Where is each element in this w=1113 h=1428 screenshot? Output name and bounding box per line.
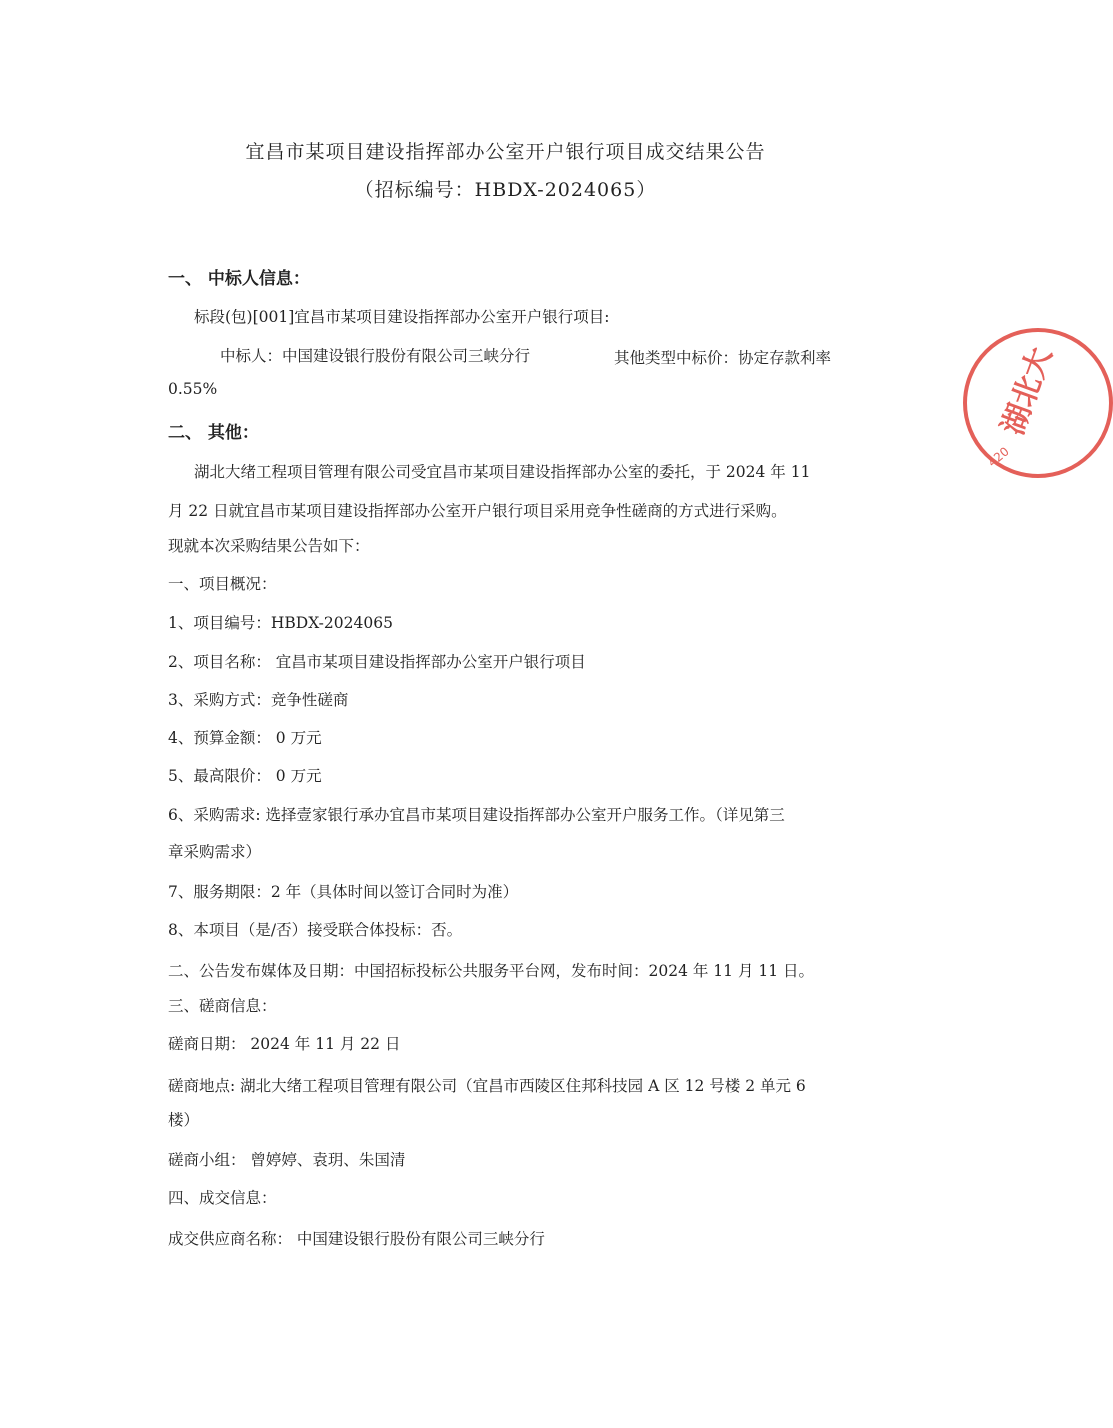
- consult-place-line-2: 楼）: [168, 1111, 200, 1129]
- overview-item-2: 2、项目名称： 宜昌市某项目建设指挥部办公室开户银行项目: [168, 653, 586, 671]
- document-subtitle: （招标编号：HBDX-2024065）: [354, 179, 657, 201]
- overview-item-6-line-2: 章采购需求）: [168, 843, 262, 861]
- publish-line: 二、公告发布媒体及日期：中国招标投标公共服务平台网，发布时间：2024 年 11 月 11 日。: [168, 962, 815, 980]
- overview-item-3: 3、采购方式：竞争性磋商: [168, 691, 349, 709]
- company-seal: [963, 328, 1113, 478]
- winner-line: 中标人：中国建设银行股份有限公司三峡分行: [220, 347, 531, 365]
- price-value: 0.55%: [168, 380, 218, 398]
- overview-item-5: 5、最高限价： 0 万元: [168, 767, 322, 785]
- intro-line-1: 湖北大绪工程项目管理有限公司受宜昌市某项目建设指挥部办公室的委托，于 2024 年 11: [194, 463, 811, 481]
- section-heading-other: 二、 其他：: [168, 423, 259, 443]
- seal-text: 湖北大: [995, 342, 1060, 440]
- overview-item-7: 7、服务期限：2 年（具体时间以签订合同时为准）: [168, 883, 519, 901]
- price-label: 其他类型中标价：协定存款利率: [614, 349, 832, 367]
- consult-date: 磋商日期： 2024 年 11 月 22 日: [168, 1035, 401, 1053]
- overview-item-4: 4、预算金额： 0 万元: [168, 729, 322, 747]
- lot-line: 标段(包)[001]宜昌市某项目建设指挥部办公室开户银行项目:: [194, 308, 610, 326]
- consult-heading: 三、磋商信息：: [168, 997, 277, 1015]
- overview-item-6-line-1: 6、采购需求: 选择壹家银行承办宜昌市某项目建设指挥部办公室开户服务工作。（详见第三: [168, 806, 785, 824]
- overview-heading: 一、项目概况：: [168, 575, 277, 593]
- overview-item-8: 8、本项目（是/否）接受联合体投标：否。: [168, 921, 463, 939]
- section-heading-winner-info: 一、 中标人信息：: [168, 269, 310, 289]
- intro-line-3: 现就本次采购结果公告如下：: [168, 537, 370, 555]
- intro-line-2: 月 22 日就宜昌市某项目建设指挥部办公室开户银行项目采用竞争性磋商的方式进行采购。: [168, 502, 787, 520]
- seal-number: 420: [985, 444, 1012, 470]
- deal-supplier: 成交供应商名称： 中国建设银行股份有限公司三峡分行: [168, 1230, 545, 1248]
- overview-item-1: 1、项目编号：HBDX-2024065: [168, 614, 393, 632]
- document-title: 宜昌市某项目建设指挥部办公室开户银行项目成交结果公告: [245, 141, 766, 163]
- consult-group: 磋商小组： 曾婷婷、袁玥、朱国清: [168, 1151, 406, 1169]
- deal-heading: 四、成交信息：: [168, 1189, 277, 1207]
- consult-place-line-1: 磋商地点: 湖北大绪工程项目管理有限公司（宜昌市西陵区住邦科技园 A 区 12 号楼 2 单元 6: [168, 1077, 806, 1095]
